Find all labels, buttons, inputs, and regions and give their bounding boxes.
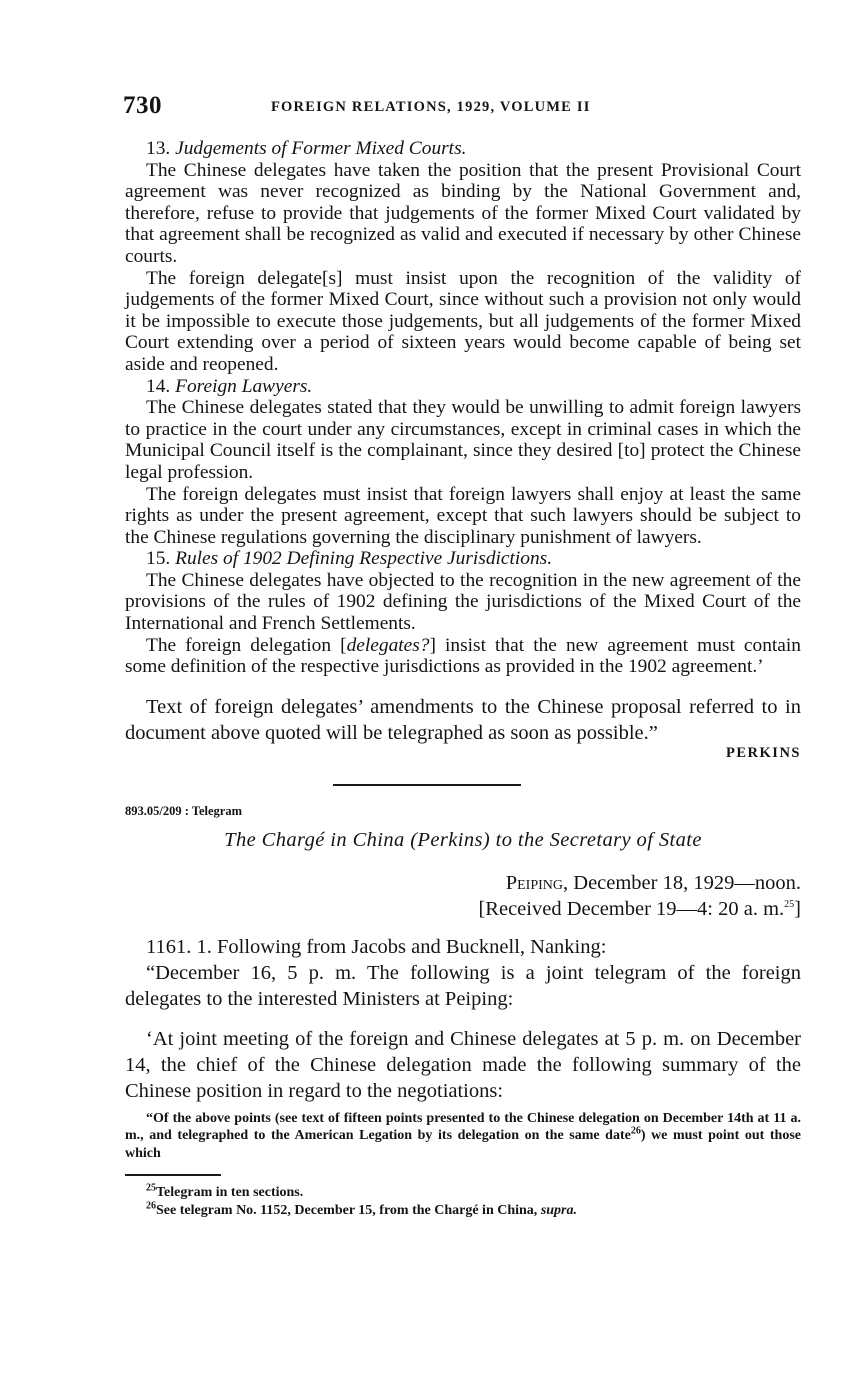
- footnote-rule: [125, 1174, 221, 1176]
- footnote-marker[interactable]: 25: [784, 899, 795, 911]
- footnote-mark: 26: [146, 1200, 156, 1212]
- footnote-text: Telegram in ten sections.: [156, 1185, 304, 1201]
- page-number: 730: [123, 92, 162, 119]
- section-14-paragraph-1: The Chinese delegates stated that they would be unwilling to admit foreign lawyers to practice in the court under any circumstances, except in criminal cases in which the Municipal Council itself is the complainant, since they desired [to] protect the Chinese legal profession.: [125, 397, 801, 483]
- section-13-paragraph-1: The Chinese delegates have taken the position that the present Provisional Court agreement was never recognized as binding by the National Government and, therefore, refuse to provide that judgements of the former Mixed Court validated by that agreement shall be recognized as valid and executed if necessary by other Chinese courts.: [125, 159, 801, 267]
- quoted-points: [125, 138, 801, 678]
- text-run: ) we must point out those which: [125, 1128, 801, 1161]
- footnotes: [125, 1184, 801, 1219]
- text-run: “Of the above points (see text of fifteen points presented to the Chinese delegation on December 14th at 11 a. m., and telegraphed to the American Legation by its delegation on the same date: [125, 1110, 801, 1144]
- document-title: The Chargé in China (Perkins) to the Secretary of State: [224, 828, 702, 851]
- document-id: 893.05/209 : Telegram: [125, 803, 243, 818]
- page-header: [125, 92, 801, 124]
- date-line: [125, 870, 801, 896]
- section-number: 13.: [146, 138, 171, 159]
- text-run: ] insist that the new agreement must contain some definition of the respective jurisdictions as provided in the 1902 agreement.’: [125, 634, 801, 678]
- received-text: [Received December 19—4: 20 a. m.: [478, 897, 785, 920]
- section-title: Judgements of Former Mixed Courts.: [175, 138, 467, 159]
- footnote-26: [146, 1202, 801, 1220]
- dateline: [125, 870, 801, 922]
- section-13-paragraph-2: The foreign delegate[s] must insist upon the recognition of the validity of judgements of the former Mixed Court, since without such a provision not only would it be impossible to execute those judgements, but all judgements of the former Mixed Court extending over a period of sixteen years would become capable of being set aside and reopened.: [125, 267, 801, 375]
- section-divider: [333, 784, 521, 786]
- telegram-paragraph-2: “December 16, 5 p. m. The following is a joint telegram of the foreign delegates to the interested Ministers at Peiping:: [125, 961, 801, 1010]
- telegram-paragraph-1: 1161. 1. Following from Jacobs and Bucknell, Nanking:: [146, 935, 607, 958]
- section-15-paragraph-2: [125, 635, 801, 678]
- closing-paragraph: Text of foreign delegates’ amendments to the Chinese proposal referred to in document above quoted will be telegraphed as soon as possible.”: [125, 695, 801, 744]
- section-15-paragraph-1: The Chinese delegates have objected to the recognition in the new agreement of the provisions of the rules of 1902 defining the jurisdictions of the Mixed Court of the International and French Settlements.: [125, 569, 801, 635]
- received-end: ]: [794, 897, 801, 920]
- place-name: Peiping: [505, 871, 564, 894]
- telegram-body: [125, 934, 801, 1104]
- section-15-heading: [125, 548, 801, 570]
- section-14-paragraph-2: The foreign delegates must insist that foreign lawyers shall enjoy at least the same rights as under the present agreement, except that such lawyers should be subject to the Chinese regulations governing the disciplinary punishment of lawyers.: [125, 483, 801, 548]
- footnote-marker[interactable]: 26: [630, 1125, 641, 1137]
- section-number: 15.: [146, 548, 171, 570]
- editorial-insertion: delegates?: [346, 634, 430, 656]
- footnote-mark: 25: [146, 1182, 156, 1194]
- received-line: [125, 896, 801, 922]
- text-run: The foreign delegation [: [146, 634, 347, 656]
- signature: PERKINS: [726, 744, 801, 761]
- footnote-italic: supra.: [540, 1202, 577, 1218]
- section-number: 14.: [146, 375, 171, 397]
- section-title: Rules of 1902 Defining Respective Jurisdictions.: [175, 548, 553, 570]
- section-title: Foreign Lawyers.: [175, 375, 313, 397]
- inner-quotation-paragraph: [125, 1110, 801, 1163]
- footnote-25: [146, 1184, 801, 1202]
- section-13-heading: [125, 138, 801, 160]
- date-text: , December 18, 1929—noon.: [563, 871, 801, 894]
- closing-block: [125, 694, 801, 766]
- footnote-text: See telegram No. 1152, December 15, from the Chargé in China,: [156, 1202, 541, 1218]
- section-14-heading: [125, 376, 801, 398]
- document-page: [125, 92, 801, 1219]
- inner-quotation: [125, 1110, 801, 1163]
- running-title: FOREIGN RELATIONS, 1929, VOLUME II: [271, 99, 591, 115]
- telegram-paragraph-3: ‘At joint meeting of the foreign and Chinese delegates at 5 p. m. on December 14, the chief of the Chinese delegation made the following summary of the Chinese position in regard to the negotiations:: [125, 1027, 801, 1102]
